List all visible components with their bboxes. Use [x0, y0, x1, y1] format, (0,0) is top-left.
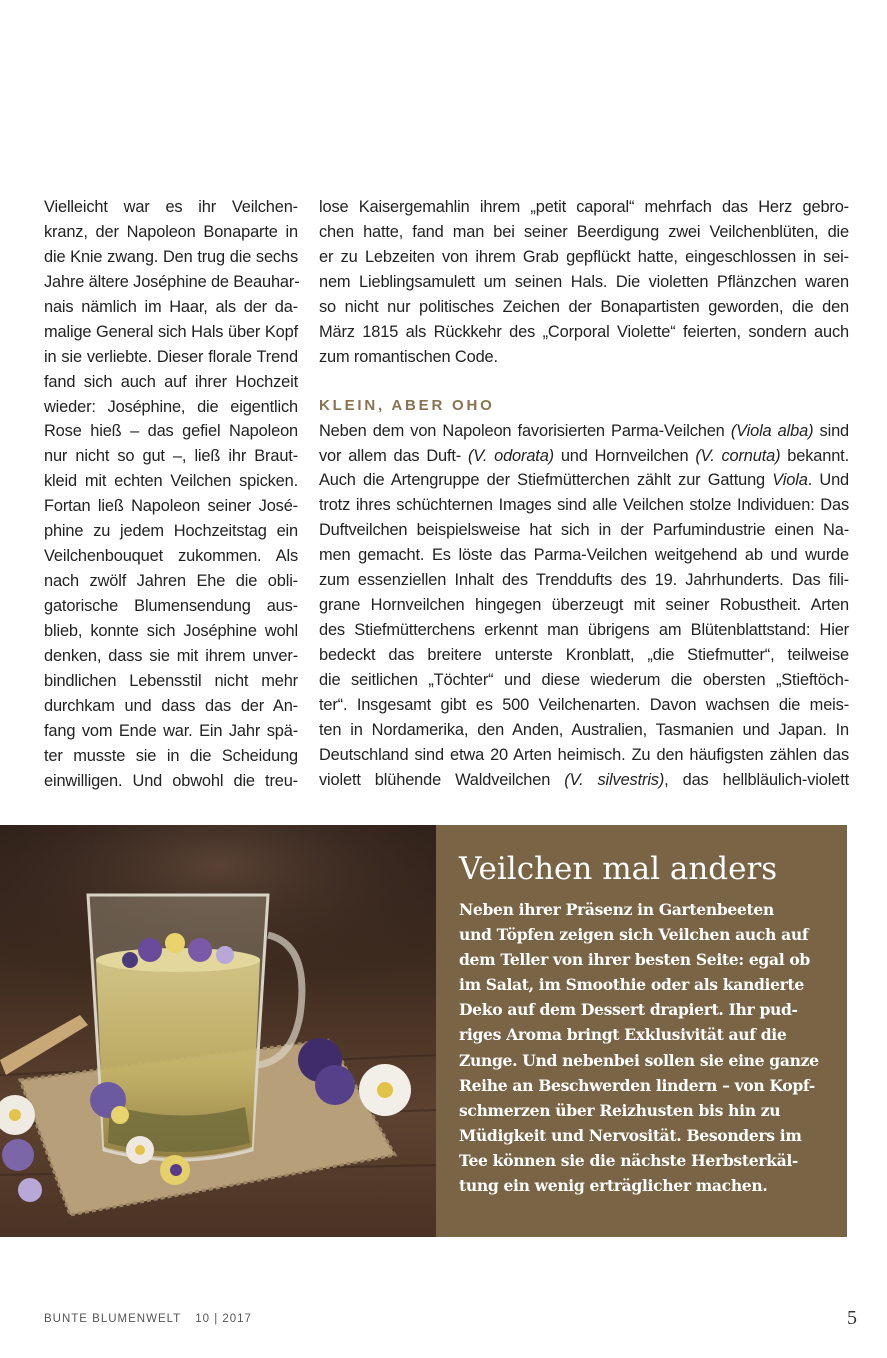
- magazine-name: BUNTE BLUMENWELT: [44, 1313, 182, 1325]
- violet-tea-photo: [0, 825, 436, 1237]
- text-run: Neben dem von Napoleon favorisierten Parma-Veilchen: [319, 421, 731, 440]
- text-run: violett blühende Waldveilchen: [319, 770, 565, 789]
- text-line: die Knie zwang. Den trug die sechs: [44, 247, 298, 266]
- text-line: [319, 419, 849, 444]
- info-box-line: Müdigkeit und Nervosität. Besonders im: [459, 1125, 802, 1145]
- text-line: in sie verliebte. Dieser florale Trend: [44, 347, 298, 366]
- text-line: grane Hornveilchen hingegen überzeugt mit seiner Robustheit. Arten: [319, 596, 849, 615]
- text-line: trotz ihres schüchternen Images sind alle Veilchen stolze Individuen: Das: [319, 496, 849, 515]
- text-line: Duftveilchen beispielsweise hat sich in der Parfumindustrie einen Na-: [319, 521, 849, 540]
- text-line: er zu Lebzeiten von ihrem Grab gepflückt hatte, eingeschlossen in sei-: [319, 247, 849, 266]
- text-line: [319, 444, 849, 469]
- text-line: Jahre ältere Joséphine de Beauhar-: [44, 272, 300, 291]
- text-line: gatorische Blumensendung aus-: [44, 597, 298, 615]
- text-line: phine zu jedem Hochzeitstag ein: [44, 522, 298, 541]
- info-box-line: im Salat, im Smoothie oder als kandierte: [459, 975, 804, 995]
- section-paragraph: [319, 419, 849, 793]
- text-line: Vielleicht war es ihr Veilchen-: [44, 198, 298, 216]
- text-line: ter musste sie in die Scheidung: [44, 746, 298, 765]
- text-line: fand sich auch auf ihrer Hochzeit: [44, 372, 298, 391]
- text-line: Rose hieß – das gefiel Napoleon: [44, 422, 298, 441]
- info-box-line: Tee können sie die nächste Herbsterkäl-: [459, 1150, 799, 1170]
- text-run: bekannt.: [780, 446, 849, 465]
- text-line: wieder: Joséphine, die eigentlich: [44, 397, 298, 416]
- text-line: men gemacht. Es löste das Parma-Veilchen weitgehend ab und wurde: [319, 546, 849, 565]
- text-line: ten in Nordamerika, den Anden, Australien, Tasmanien und Japan. In: [319, 720, 849, 739]
- text-line: kleid mit echten Veilchen spicken.: [44, 472, 298, 491]
- text-line: fang vom Ende war. Ein Jahr spä-: [44, 721, 298, 740]
- text-line: die seitlichen „Töchter“ und diese wiederum die obersten „Stieftöch-: [319, 670, 849, 689]
- info-box-line: und Töpfen zeigen sich Veilchen auch auf: [459, 925, 809, 945]
- text-line: malige General sich Hals über Kopf: [44, 322, 298, 341]
- info-box-line: Deko auf dem Dessert drapiert. Ihr pud-: [459, 1000, 798, 1020]
- text-line: lose Kaisergemahlin ihrem „petit caporal“ mehrfach das Herz gebro-: [319, 198, 849, 216]
- text-line: ter“. Insgesamt gibt es 500 Veilchenarten. Davon wachsen die meis-: [319, 695, 849, 714]
- footer-magazine-info: [44, 1313, 252, 1325]
- text-line: blieb, konnte sich Joséphine wohl: [44, 621, 298, 640]
- info-box: [436, 825, 847, 1237]
- page-number: 5: [847, 1307, 857, 1329]
- text-line: nach zwölf Jahren Ehe die obli-: [44, 572, 298, 591]
- text-line: Veilchenbouquet zukommen. Als: [44, 547, 298, 566]
- text-line: des Stiefmütterchens erkennt man übrigens am Blütenblattstand: Hier: [319, 621, 849, 640]
- info-box-line: Zunge. Und nebenbei sollen sie eine ganze: [459, 1050, 819, 1070]
- species-name: (V. silvestris): [564, 770, 665, 789]
- text-line: nem Lieblingsamulett um seinen Hals. Die violetten Pflänzchen waren: [319, 272, 849, 291]
- species-name: (V. cornuta): [695, 446, 781, 465]
- text-line: bedeckt das breitere unterste Kronblatt, „die Stiefmutter“, teilweise: [319, 646, 849, 664]
- left-text-column: [44, 195, 298, 794]
- species-name: (V. odorata): [467, 446, 554, 465]
- text-line: zum romantischen Code.: [319, 347, 498, 366]
- text-line: [319, 768, 849, 793]
- text-run: . Und: [807, 471, 850, 490]
- info-box-line: tung ein wenig erträglicher machen.: [459, 1176, 768, 1196]
- genus-name: Viola: [772, 471, 808, 490]
- text-line: bindlichen Lebensstil nicht mehr: [44, 671, 298, 690]
- text-line: einwilligen. Und obwohl die treu-: [44, 771, 298, 790]
- info-box-line: Neben ihrer Präsenz in Gartenbeeten: [459, 900, 774, 919]
- text-run: sind: [813, 421, 849, 440]
- text-line: März 1815 als Rückkehr des „Corporal Violette“ feierten, sondern auch: [319, 322, 849, 341]
- tea-illustration: [0, 825, 436, 1237]
- text-line: so nicht nur politisches Zeichen der Bonapartisten geworden, die den: [319, 297, 849, 316]
- text-line: Fortan ließ Napoleon seiner José-: [44, 497, 298, 516]
- info-box-line: riges Aroma bringt Exklusivität auf die: [459, 1025, 787, 1045]
- info-box-line: dem Teller von ihrer besten Seite: egal ob: [459, 950, 810, 970]
- text-run: , das hellbläulich-violett: [664, 770, 849, 789]
- info-box-line: Reihe an Beschwerden lindern – von Kopf-: [459, 1075, 815, 1095]
- text-line: chen hatte, fand man bei seiner Beerdigung zwei Veilchenblüten, die: [319, 222, 849, 241]
- text-line: durchkam und dass das der An-: [44, 696, 298, 715]
- text-run: vor allem das Duft-: [319, 446, 468, 465]
- section-heading: KLEIN, ABER OHO: [319, 396, 495, 414]
- right-text-column: [319, 195, 849, 793]
- text-run: Auch die Artengruppe der Stiefmütterchen zählt zur Gattung: [319, 471, 773, 490]
- text-line: zum essenziellen Inhalt des Trenddufts des 19. Jahrhunderts. Das fili-: [319, 571, 849, 590]
- text-line: Deutschland sind etwa 20 Arten heimisch. Zu den häufigsten zählen das: [319, 745, 849, 764]
- text-run: und Hornveilchen: [553, 446, 696, 465]
- text-line: kranz, der Napoleon Bonaparte in: [44, 222, 298, 241]
- info-box-line: schmerzen über Reizhusten bis hin zu: [459, 1100, 781, 1120]
- species-name: (Viola alba): [730, 421, 814, 440]
- issue-number: 10 | 2017: [195, 1313, 252, 1325]
- text-line: nur nicht so gut –, ließ ihr Braut-: [44, 447, 298, 466]
- text-line: nais nämlich im Haar, als der da-: [44, 297, 298, 316]
- info-box-title: Veilchen mal anders: [459, 851, 778, 887]
- text-line: denken, dass sie mit ihrem unver-: [44, 646, 298, 665]
- text-line: [319, 468, 849, 493]
